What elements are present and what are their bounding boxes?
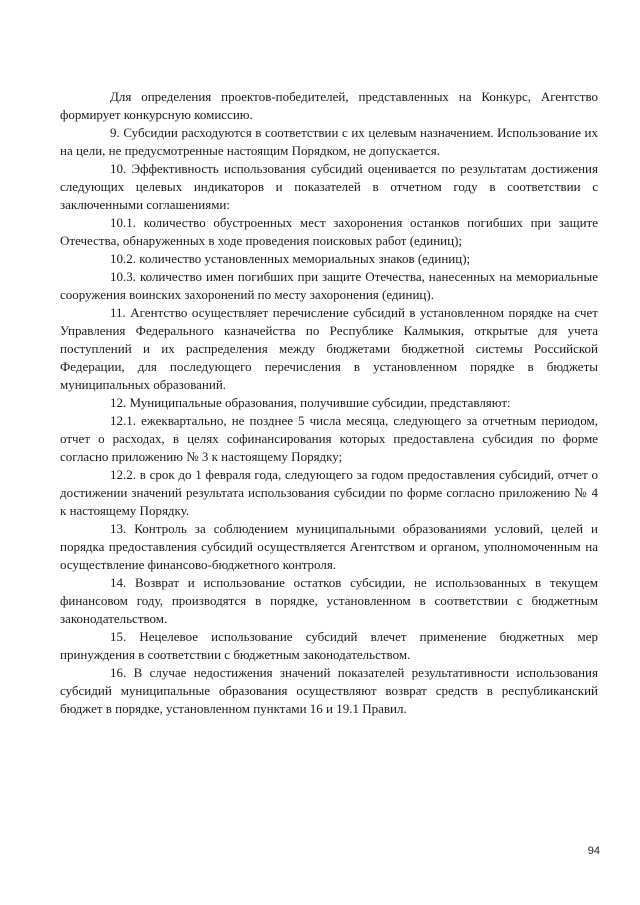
paragraph-12-1: 12.1. ежеквартально, не позднее 5 числа месяца, следующего за отчетным периодом, отчет о расходах, в целях софинансирования которых предоставлена субсидия по форме согласно приложению № 3 к настоящему Порядку; <box>60 413 598 464</box>
paragraph-13: 13. Контроль за соблюдением муниципальными образованиями условий, целей и порядка предоставления субсидий осуществляется Агентством и органом, уполномоченным на осуществление финансово-бюджетного контроля. <box>60 521 598 572</box>
paragraph-10: 10. Эффективность использования субсидий оценивается по результатам достижения следующих целевых индикаторов и показателей в отчетном году в соответствии с заключенными соглашениями: <box>60 161 598 212</box>
paragraph-10-3: 10.3. количество имен погибших при защите Отечества, нанесенных на мемориальные сооружения воинских захоронений по месту захоронения (единиц). <box>60 269 598 302</box>
paragraph-16: 16. В случае недостижения значений показателей результативности использования субсидий муниципальные образования осуществляют возврат средств в республиканский бюджет в порядке, установленном пунктами 16 и 19.1 Правил. <box>60 665 598 716</box>
paragraph-commission: Для определения проектов-победителей, представленных на Конкурс, Агентство формирует конкурсную комиссию. <box>60 89 598 122</box>
paragraph-12: 12. Муниципальные образования, получившие субсидии, представляют: <box>110 395 511 410</box>
paragraph-10-1: 10.1. количество обустроенных мест захоронения останков погибших при защите Отечества, обнаруженных в ходе проведения поисковых работ (единиц); <box>60 215 598 248</box>
paragraph-14: 14. Возврат и использование остатков субсидии, не использованных в текущем финансовом году, производятся в порядке, установленном в соответствии с бюджетным законодательством. <box>60 575 598 626</box>
page-number: 94 <box>587 845 600 857</box>
document-body <box>60 88 598 718</box>
paragraph-10-2: 10.2. количество установленных мемориальных знаков (единиц); <box>110 251 471 266</box>
paragraph-12-2: 12.2. в срок до 1 февраля года, следующего за годом предоставления субсидий, отчет о достижении значений результата использования субсидии по форме согласно приложению № 4 к настоящему Порядку. <box>60 467 598 518</box>
paragraph-11: 11. Агентство осуществляет перечисление субсидий в установленном порядке на счет Управления Федерального казначейства по Республике Калмыкия, открытые для учета поступлений и их распределения между бюджетами бюджетной системы Российской Федерации, для последующего перечисления в установленном порядке в бюджеты муниципальных образований. <box>60 305 598 392</box>
paragraph-9: 9. Субсидии расходуются в соответствии с их целевым назначением. Использование их на цели, не предусмотренные настоящим Порядком, не допускается. <box>60 125 598 158</box>
paragraph-15: 15. Нецелевое использование субсидий влечет применение бюджетных мер принуждения в соответствии с бюджетным законодательством. <box>60 629 598 662</box>
